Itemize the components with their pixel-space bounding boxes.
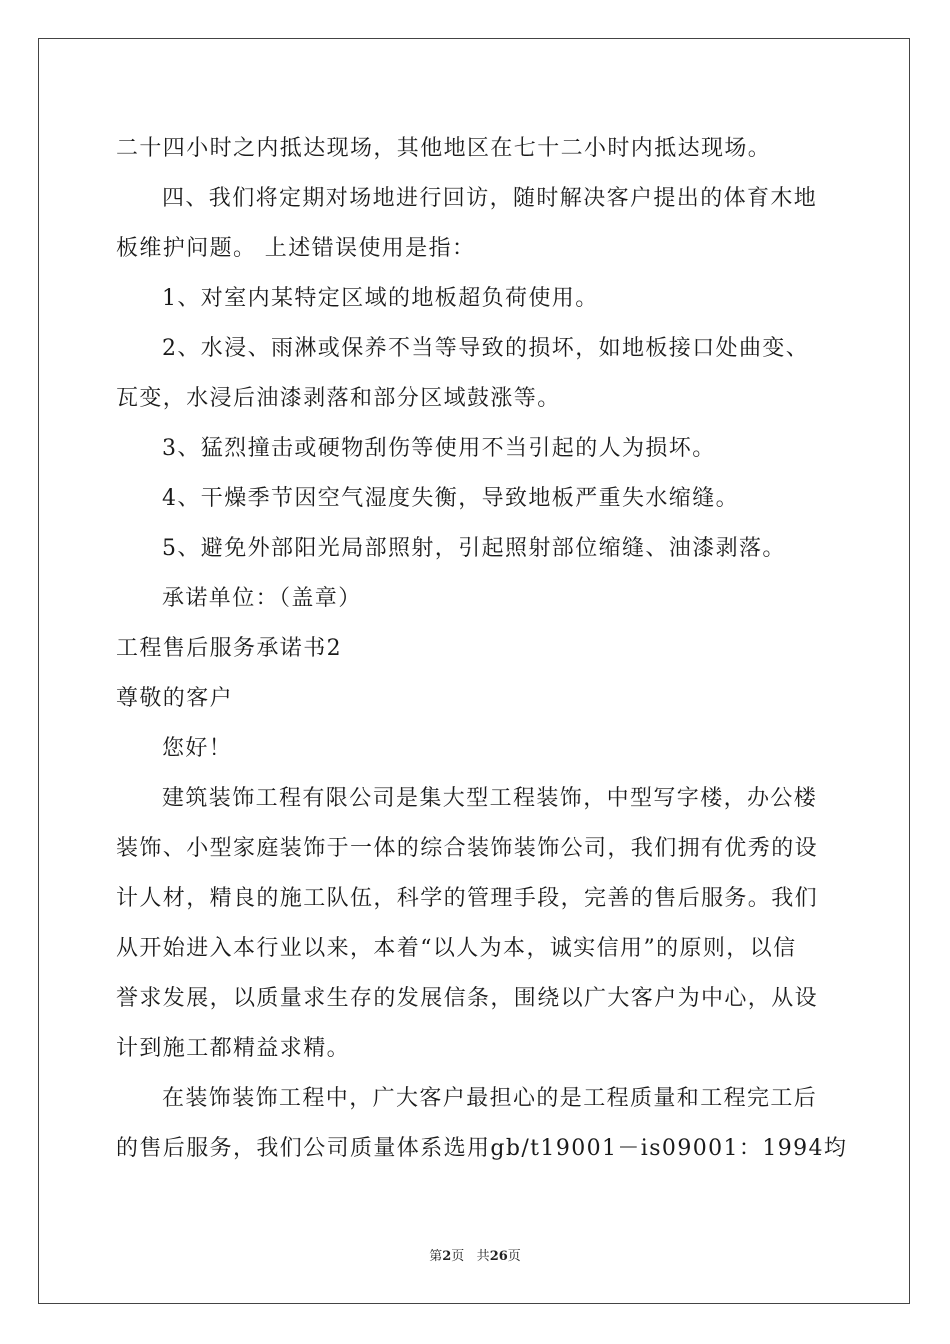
- salutation: 尊敬的客户: [116, 686, 234, 711]
- body-line-19: 计到施工都精益求精。: [116, 1036, 351, 1061]
- body-line-18: 誉求发展，以质量求生存的发展信条，围绕以广大客户为中心，从设: [116, 986, 819, 1011]
- footer-page-suffix: 页: [451, 1249, 465, 1264]
- footer-total-pages: 26: [489, 1249, 508, 1264]
- body-line-6: 瓦变，水浸后油漆剥落和部分区域鼓涨等。: [116, 386, 561, 411]
- page-footer: [0, 1245, 950, 1264]
- body-line-2: 四、我们将定期对场地进行回访，随时解决客户提出的体育木地: [162, 186, 818, 211]
- footer-page-number: 2: [442, 1249, 452, 1264]
- body-line-7: 3、猛烈撞击或硬物刮伤等使用不当引起的人为损坏。: [162, 436, 716, 461]
- greeting: 您好！: [162, 736, 233, 761]
- signature-line: 承诺单位：（盖章）: [162, 586, 362, 611]
- section-title: 工程售后服务承诺书2: [116, 636, 342, 661]
- body-line-21: 的售后服务，我们公司质量体系选用gb/t19001－is09001：1994均: [116, 1136, 848, 1161]
- body-line-14: 建筑装饰工程有限公司是集大型工程装饰，中型写字楼，办公楼: [162, 786, 818, 811]
- body-line-4: 1、对室内某特定区域的地板超负荷使用。: [162, 286, 599, 311]
- page-frame: [38, 38, 910, 1304]
- body-line-5: 2、水浸、雨淋或保养不当等导致的损坏，如地板接口处曲变、: [162, 336, 810, 361]
- body-line-1: 二十四小时之内抵达现场，其他地区在七十二小时内抵达现场。: [116, 136, 772, 161]
- body-line-8: 4、干燥季节因空气湿度失衡，导致地板严重失水缩缝。: [162, 486, 739, 511]
- footer-total-suffix: 页: [507, 1249, 521, 1264]
- body-line-9: 5、避免外部阳光局部照射，引起照射部位缩缝、油漆剥落。: [162, 536, 786, 561]
- footer-total-prefix: 共: [476, 1249, 490, 1264]
- body-line-16: 计人材，精良的施工队伍，科学的管理手段，完善的售后服务。我们: [116, 886, 819, 911]
- body-line-3: 板维护问题。 上述错误使用是指：: [116, 236, 476, 261]
- body-line-17: 从开始进入本行业以来，本着“以人为本，诚实信用”的原则，以信: [116, 936, 797, 961]
- footer-prefix: 第: [429, 1249, 443, 1264]
- body-line-15: 装饰、小型家庭装饰于一体的综合装饰装饰公司，我们拥有优秀的设: [116, 836, 819, 861]
- body-line-20: 在装饰装饰工程中，广大客户最担心的是工程质量和工程完工后: [162, 1086, 818, 1111]
